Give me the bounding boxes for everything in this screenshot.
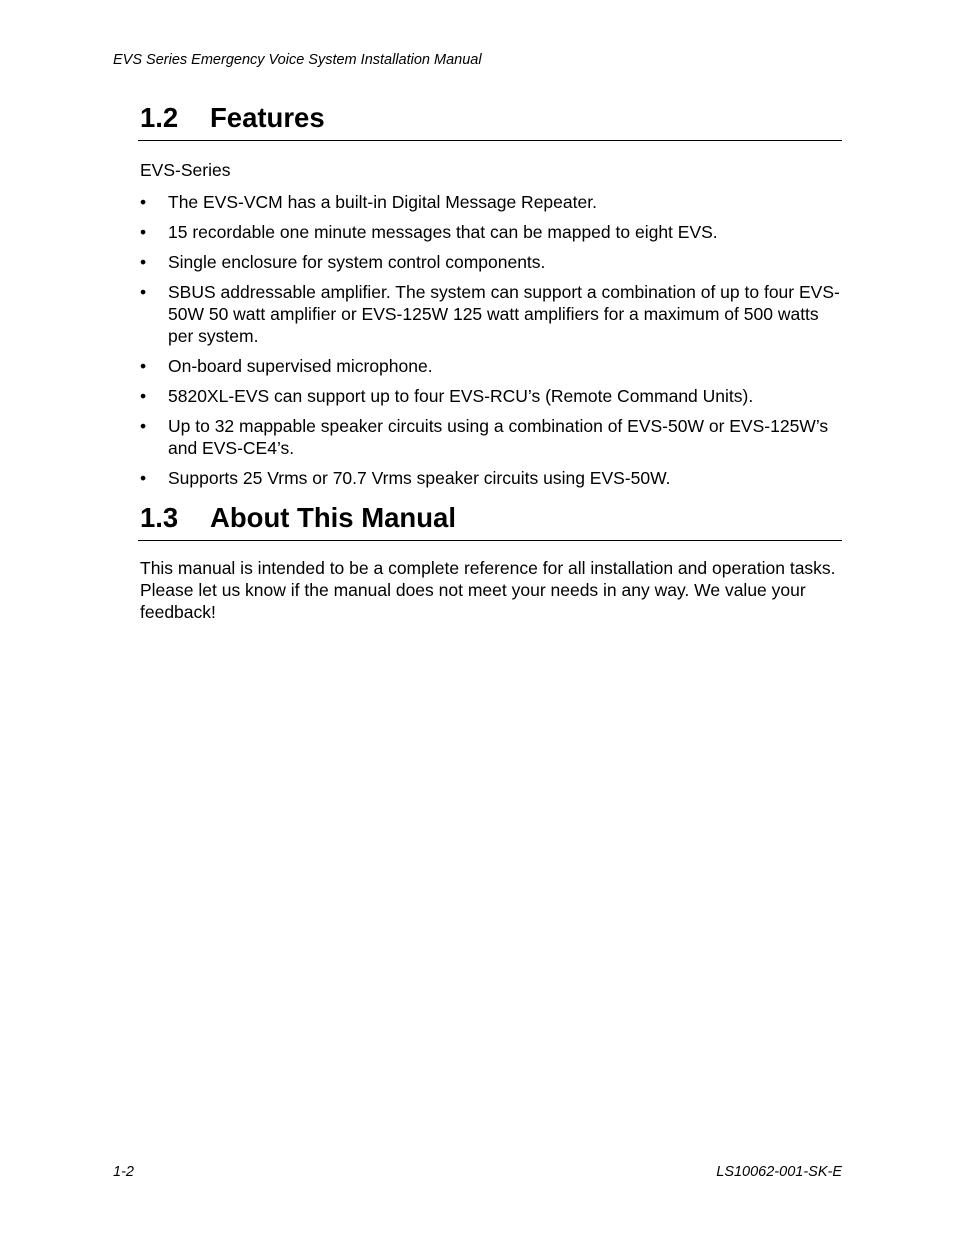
features-list (138, 191, 842, 489)
running-header: EVS Series Emergency Voice System Installation Manual (113, 52, 482, 68)
bullet-icon: • (140, 192, 147, 212)
list-item (138, 415, 842, 459)
about-heading (138, 501, 842, 541)
list-item-text: SBUS addressable amplifier. The system can support a combination of up to four EVS-50W 50 watt amplifier or EVS-125W 125 watt amplifiers for a maximum of 500 watts per system. (168, 282, 840, 346)
list-item-text: On-board supervised microphone. (168, 356, 433, 376)
features-section-title: Features (210, 102, 325, 133)
list-item-text: Up to 32 mappable speaker circuits using a combination of EVS-50W or EVS-125W’s and EVS-CE4’s. (168, 416, 829, 458)
features-section-number: 1.2 (140, 102, 179, 133)
bullet-icon: • (140, 416, 147, 436)
list-item-text: 5820XL-EVS can support up to four EVS-RCU’s (Remote Command Units). (168, 386, 754, 406)
bullet-icon: • (140, 386, 147, 406)
bullet-icon: • (140, 356, 147, 376)
features-heading (138, 101, 842, 141)
list-item-text: 15 recordable one minute messages that can be mapped to eight EVS. (168, 222, 718, 242)
list-item-text: Supports 25 Vrms or 70.7 Vrms speaker circuits using EVS-50W. (168, 468, 671, 488)
bullet-icon: • (140, 222, 147, 242)
features-intro: EVS-Series (140, 160, 231, 180)
page-number: 1-2 (113, 1164, 134, 1180)
about-section-title: About This Manual (210, 502, 456, 533)
about-section-number: 1.3 (140, 502, 179, 533)
list-item (138, 467, 842, 489)
list-item-text: The EVS-VCM has a built-in Digital Message Repeater. (168, 192, 597, 212)
list-item (138, 355, 842, 377)
list-item (138, 221, 842, 243)
document-id: LS10062-001-SK-E (716, 1164, 842, 1180)
about-paragraph: This manual is intended to be a complete reference for all installation and operation tasks. Please let us know if the manual does not meet your needs in any way. We value your feedback! (140, 558, 836, 622)
bullet-icon: • (140, 282, 147, 302)
features-section (138, 101, 842, 497)
list-item (138, 251, 842, 273)
bullet-icon: • (140, 252, 147, 272)
list-item (138, 385, 842, 407)
bullet-icon: • (140, 468, 147, 488)
list-item-text: Single enclosure for system control components. (168, 252, 546, 272)
about-section (138, 501, 842, 623)
list-item (138, 281, 842, 347)
list-item (138, 191, 842, 213)
